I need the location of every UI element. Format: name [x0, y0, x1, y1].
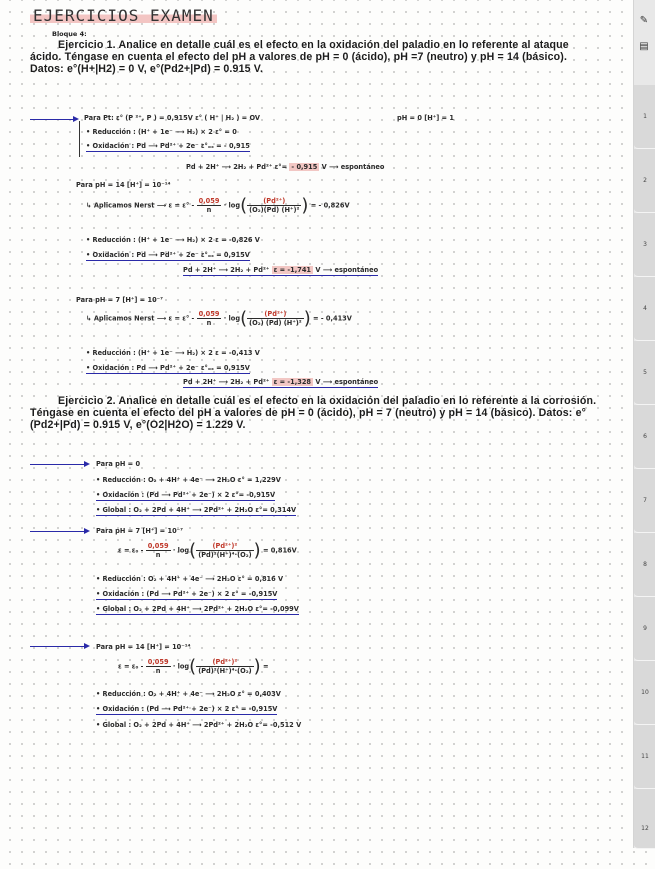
bracket-line [79, 121, 80, 157]
ex2-oxidacion-2: • Oxidación : (Pd ⟶ Pd²⁺ + 2e⁻) × 2 ε° = -0,915V [96, 590, 278, 598]
section-tabs-sidebar [633, 0, 655, 848]
ex1-oxidacion-1: • Oxidación : Pd ⟶ Pd²⁺ + 2e⁻ ε°ₒₓ = - 0,915 [86, 142, 250, 150]
tab-10[interactable]: 10 [634, 661, 655, 725]
tab-3[interactable]: 3 [634, 213, 655, 277]
section-arrow [30, 119, 77, 120]
section-arrow [30, 464, 88, 465]
tab-7[interactable]: 7 [634, 469, 655, 533]
exercise-2-statement: Ejercicio 2. Analice en detalle cuál es el efecto en la oxidación del paladio en lo referente a la corrosión. Téngase en cuenta el efecto del pH a valores de pH = 0 (ácido), pH = 7 (neutro) y pH = 14 (básico). Datos: e°(Pd2+|Pd) = 0.915 V, e°(O2|H2O) = 1.229 V. [30, 395, 597, 431]
ex1-reduccion-1: • Reducción : (H⁺ + 1e⁻ ⟶ H₂) × 2 ε° = 0 [86, 128, 237, 136]
bloque-label: Bloque 4: [52, 30, 87, 38]
ex2-reduccion-3: • Reducción : O₂ + 4H⁺ + 4e⁻ ⟶ 2H₂O ε° = 0,403V [96, 690, 281, 698]
ex1-nerst-ph7: ↳ Aplicamos Nerst ⟶ ε = ε° - $\frac{0,059}{n}$ · log( $\frac{\text{(Pd²⁺)}}{\text{(O₂) (Pd) (H⁺)²}}$ ) = - 0,413V [86, 308, 352, 329]
ex1-nerst-ph14: ↳ Aplicamos Nerst ⟶ ε = ε° - $\frac{0,059}{n}$ · log( $\frac{\text{(Pd²⁺)}}{\text{(O₂)(Pd) (H⁺)²}}$ ) = - 0,826V [86, 195, 350, 216]
ex2-nerst-ph14: ε = ε₀ - $\frac{0,059}{n}$ · log( $\frac{\text{(Pd²⁺)²}}{\text{(Pd)²(H⁺)⁴·(O₂)}}$ ) = [118, 656, 269, 677]
ex1-global-3: Pd + 2H⁺ ⟶ 2H₂ + Pd²⁺ ε = -1,328 V ⟶ espontáneo [183, 378, 379, 386]
ex1-oxidacion-2: • Oxidación : Pd ⟶ Pd²⁺ + 2e⁻ ε°ₒₓ = 0,915V [86, 251, 250, 259]
ex2-reduccion-1: • Reducción : O₂ + 4H⁺ + 4e⁻ ⟶ 2H₂O ε° = 1,229V [96, 476, 281, 484]
ex2-ph0: Para pH = 0 [96, 460, 141, 468]
tab-11[interactable]: 11 [634, 725, 655, 789]
ex2-oxidacion-3: • Oxidación : (Pd ⟶ Pd²⁺ + 2e⁻) × 2 ε° = -0,915V [96, 705, 278, 713]
tab-5[interactable]: 5 [634, 341, 655, 405]
ex2-global-2: • Global : O₂ + 2Pd + 4H⁺ ⟶ 2Pd²⁺ + 2H₂O ε°= -0,099V [96, 605, 299, 613]
ex1-ph7: Para pH = 7 [H⁺] = 10⁻⁷ [76, 296, 164, 304]
ex1-ph14: Para pH = 14 [H⁺] = 10⁻¹⁴ [76, 181, 171, 189]
tab-9[interactable]: 9 [634, 597, 655, 661]
tab-6[interactable]: 6 [634, 405, 655, 469]
exercise-1-statement: Ejercicio 1. Analice en detalle cuál es el efecto en la oxidación del paladio en lo referente al ataque ácido. Téngase en cuenta el efecto del pH a valores de pH = 0 (ácido), pH =7 (neutro) y pH = 14 (básico). Datos: e°(H+|H2) = 0 V, e°(Pd2+|Pd) = 0.915 V. [30, 39, 569, 75]
ex1-oxidacion-3: • Oxidación : Pd ⟶ Pd²⁺ + 2e⁻ ε°ₒₓ = 0,915V [86, 364, 250, 372]
tab-4[interactable]: 4 [634, 277, 655, 341]
document-icon[interactable]: ▤ [639, 41, 649, 52]
section-arrow [30, 531, 88, 532]
pencil-icon[interactable]: ✎ [639, 15, 649, 26]
tab-1[interactable]: 1 [634, 85, 655, 149]
ex2-reduccion-2: • Reducción : O₂ + 4H⁺ + 4e⁻ ⟶ 2H₂O ε° = 0,816 V [96, 575, 284, 583]
page-title: EJERCICIOS EXAMEN [30, 6, 217, 25]
tab-2[interactable]: 2 [634, 149, 655, 213]
ex2-nerst-ph7: ε = ε₀ - $\frac{0,059}{n}$ · log( $\frac{\text{(Pd²⁺)²}}{\text{(Pd)²(H⁺)⁴·(O₂)}}$ ) = 0,816V [118, 540, 297, 561]
ex2-ph14: Para pH = 14 [H⁺] = 10⁻¹⁴ [96, 643, 191, 651]
ex1-reduccion-2: • Reducción : (H⁺ + 1e⁻ ⟶ H₂) × 2 ε = -0,826 V [86, 236, 260, 244]
ex2-global-1: • Global : O₂ + 2Pd + 4H⁺ ⟶ 2Pd²⁺ + 2H₂O ε°= 0,314V [96, 506, 297, 514]
ex1-global-2: Pd + 2H⁺ ⟶ 2H₂ + Pd²⁺ ε = -1,741 V ⟶ espontáneo [183, 266, 379, 274]
ex1-reduccion-3: • Reducción : (H⁺ + 1e⁻ ⟶ H₂) × 2 ε = -0,413 V [86, 349, 260, 357]
ex1-ph0: pH = 0 [H⁺] = 1 [397, 114, 454, 122]
tab-12[interactable]: 12 [634, 789, 655, 849]
ex2-oxidacion-1: • Oxidación : (Pd ⟶ Pd²⁺ + 2e⁻) × 2 ε°= -0,915V [96, 491, 276, 499]
tab-8[interactable]: 8 [634, 533, 655, 597]
ex1-global-1: Pd + 2H⁺ ⟶ 2H₂ + Pd²⁺ ε°= - 0,915 V ⟶ espontáneo [186, 163, 385, 171]
ex2-ph7: Para pH = 7 [H⁺] = 10⁻⁷ [96, 527, 184, 535]
section-arrow [30, 646, 88, 647]
ex1-pt-data: Para Pt: ε° (P ²⁺, P ) = 0,915V ε° ( H⁺ | H₂ ) = OV [84, 114, 261, 122]
ex2-global-3: • Global : O₂ + 2Pd + 4H⁺ ⟶ 2Pd²⁺ + 2H₂O ε°= -0,512 V [96, 721, 302, 729]
